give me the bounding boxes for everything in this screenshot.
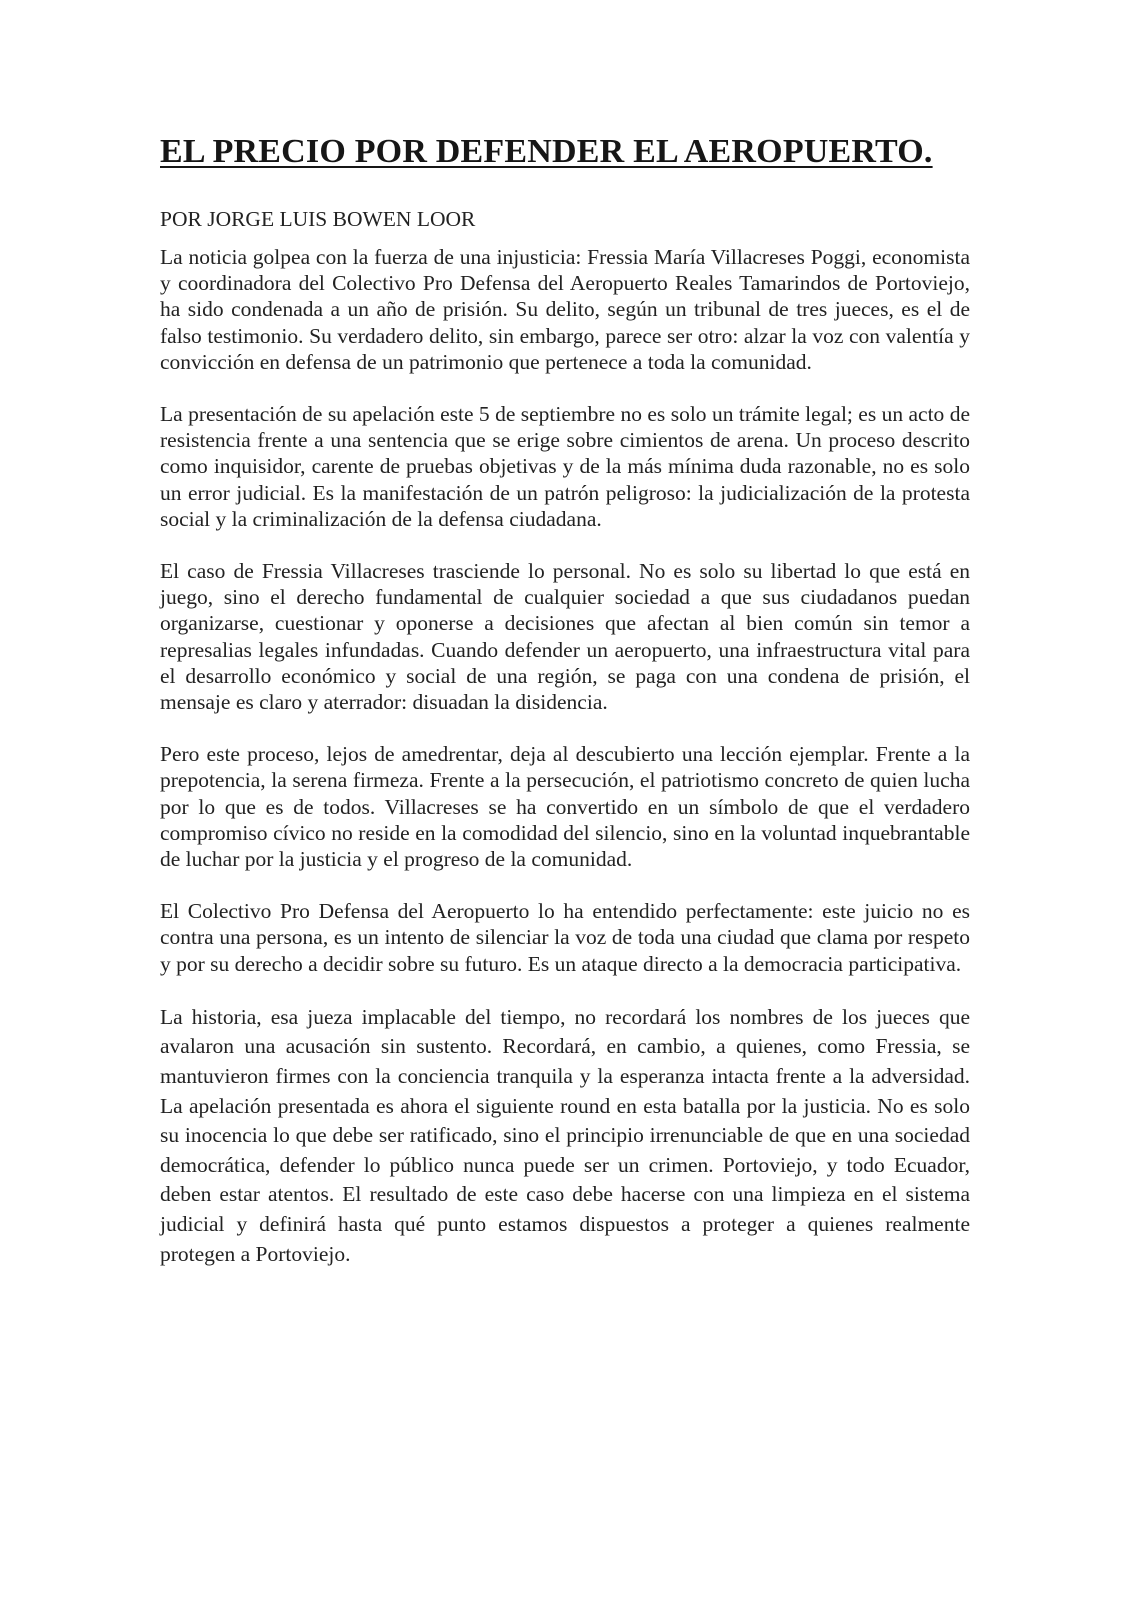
paragraph-4: Pero este proceso, lejos de amedrentar, deja al descubierto una lección ejemplar. Frente a la prepotencia, la serena firmeza. Frente a la persecución, el patriotismo concreto de quien lucha por lo que es de todos. Villacreses se ha convertido en un símbolo de que el verdadero compromiso cívico no reside en la comodidad del silencio, sino en la voluntad inquebrantable de luchar por la justicia y el progreso de la comunidad. (160, 742, 970, 872)
article-body (160, 244, 970, 1269)
document-page (160, 128, 970, 1269)
article-title: EL PRECIO POR DEFENDER EL AEROPUERTO. (160, 133, 933, 170)
paragraph-2: La presentación de su apelación este 5 de septiembre no es solo un trámite legal; es un acto de resistencia frente a una sentencia que se erige sobre cimientos de arena. Un proceso descrito como inquisidor, carente de pruebas objetivas y de la más mínima duda razonable, no es solo un error judicial. Es la manifestación de un patrón peligroso: la judicialización de la protesta social y la criminalización de la defensa ciudadana. (160, 402, 970, 531)
paragraph-6: La historia, esa jueza implacable del tiempo, no recordará los nombres de los jueces que avalaron una acusación sin sustento. Recordará, en cambio, a quienes, como Fressia, se mantuvieron firmes con la conciencia tranquila y la esperanza intacta frente a la adversidad. La apelación presentada es ahora el siguiente round en esta batalla por la justicia. No es solo su inocencia lo que debe ser ratificado, sino el principio irrenunciable de que en una sociedad democrática, defender lo público nunca puede ser un crimen. Portoviejo, y todo Ecuador, deben estar atentos. El resultado de este caso debe hacerse con una limpieza en el sistema judicial y definirá hasta qué punto estamos dispuestos a proteger a quienes realmente protegen a Portoviejo. (160, 1004, 970, 1266)
paragraph-5: El Colectivo Pro Defensa del Aeropuerto lo ha entendido perfectamente: este juicio no es contra una persona, es un intento de silenciar la voz de toda una ciudad que clama por respeto y por su derecho a decidir sobre su futuro. Es un ataque directo a la democracia participativa. (160, 899, 970, 976)
article-byline: POR JORGE LUIS BOWEN LOOR (160, 207, 476, 231)
paragraph-3: El caso de Fressia Villacreses trasciende lo personal. No es solo su libertad lo que está en juego, sino el derecho fundamental de cualquier sociedad a que sus ciudadanos puedan organizarse, cuestionar y oponerse a decisiones que afectan al bien común sin temor a represalias legales infundadas. Cuando defender un aeropuerto, una infraestructura vital para el desarrollo económico y social de una región, se paga con una condena de prisión, el mensaje es claro y aterrador: disuadan la disidencia. (160, 559, 970, 715)
paragraph-1: La noticia golpea con la fuerza de una injusticia: Fressia María Villacreses Poggi, economista y coordinadora del Colectivo Pro Defensa del Aeropuerto Reales Tamarindos de Portoviejo, ha sido condenada a un año de prisión. Su delito, según un tribunal de tres jueces, es el de falso testimonio. Su verdadero delito, sin embargo, parece ser otro: alzar la voz con valentía y convicción en defensa de un patrimonio que pertenece a toda la comunidad. (160, 245, 970, 374)
